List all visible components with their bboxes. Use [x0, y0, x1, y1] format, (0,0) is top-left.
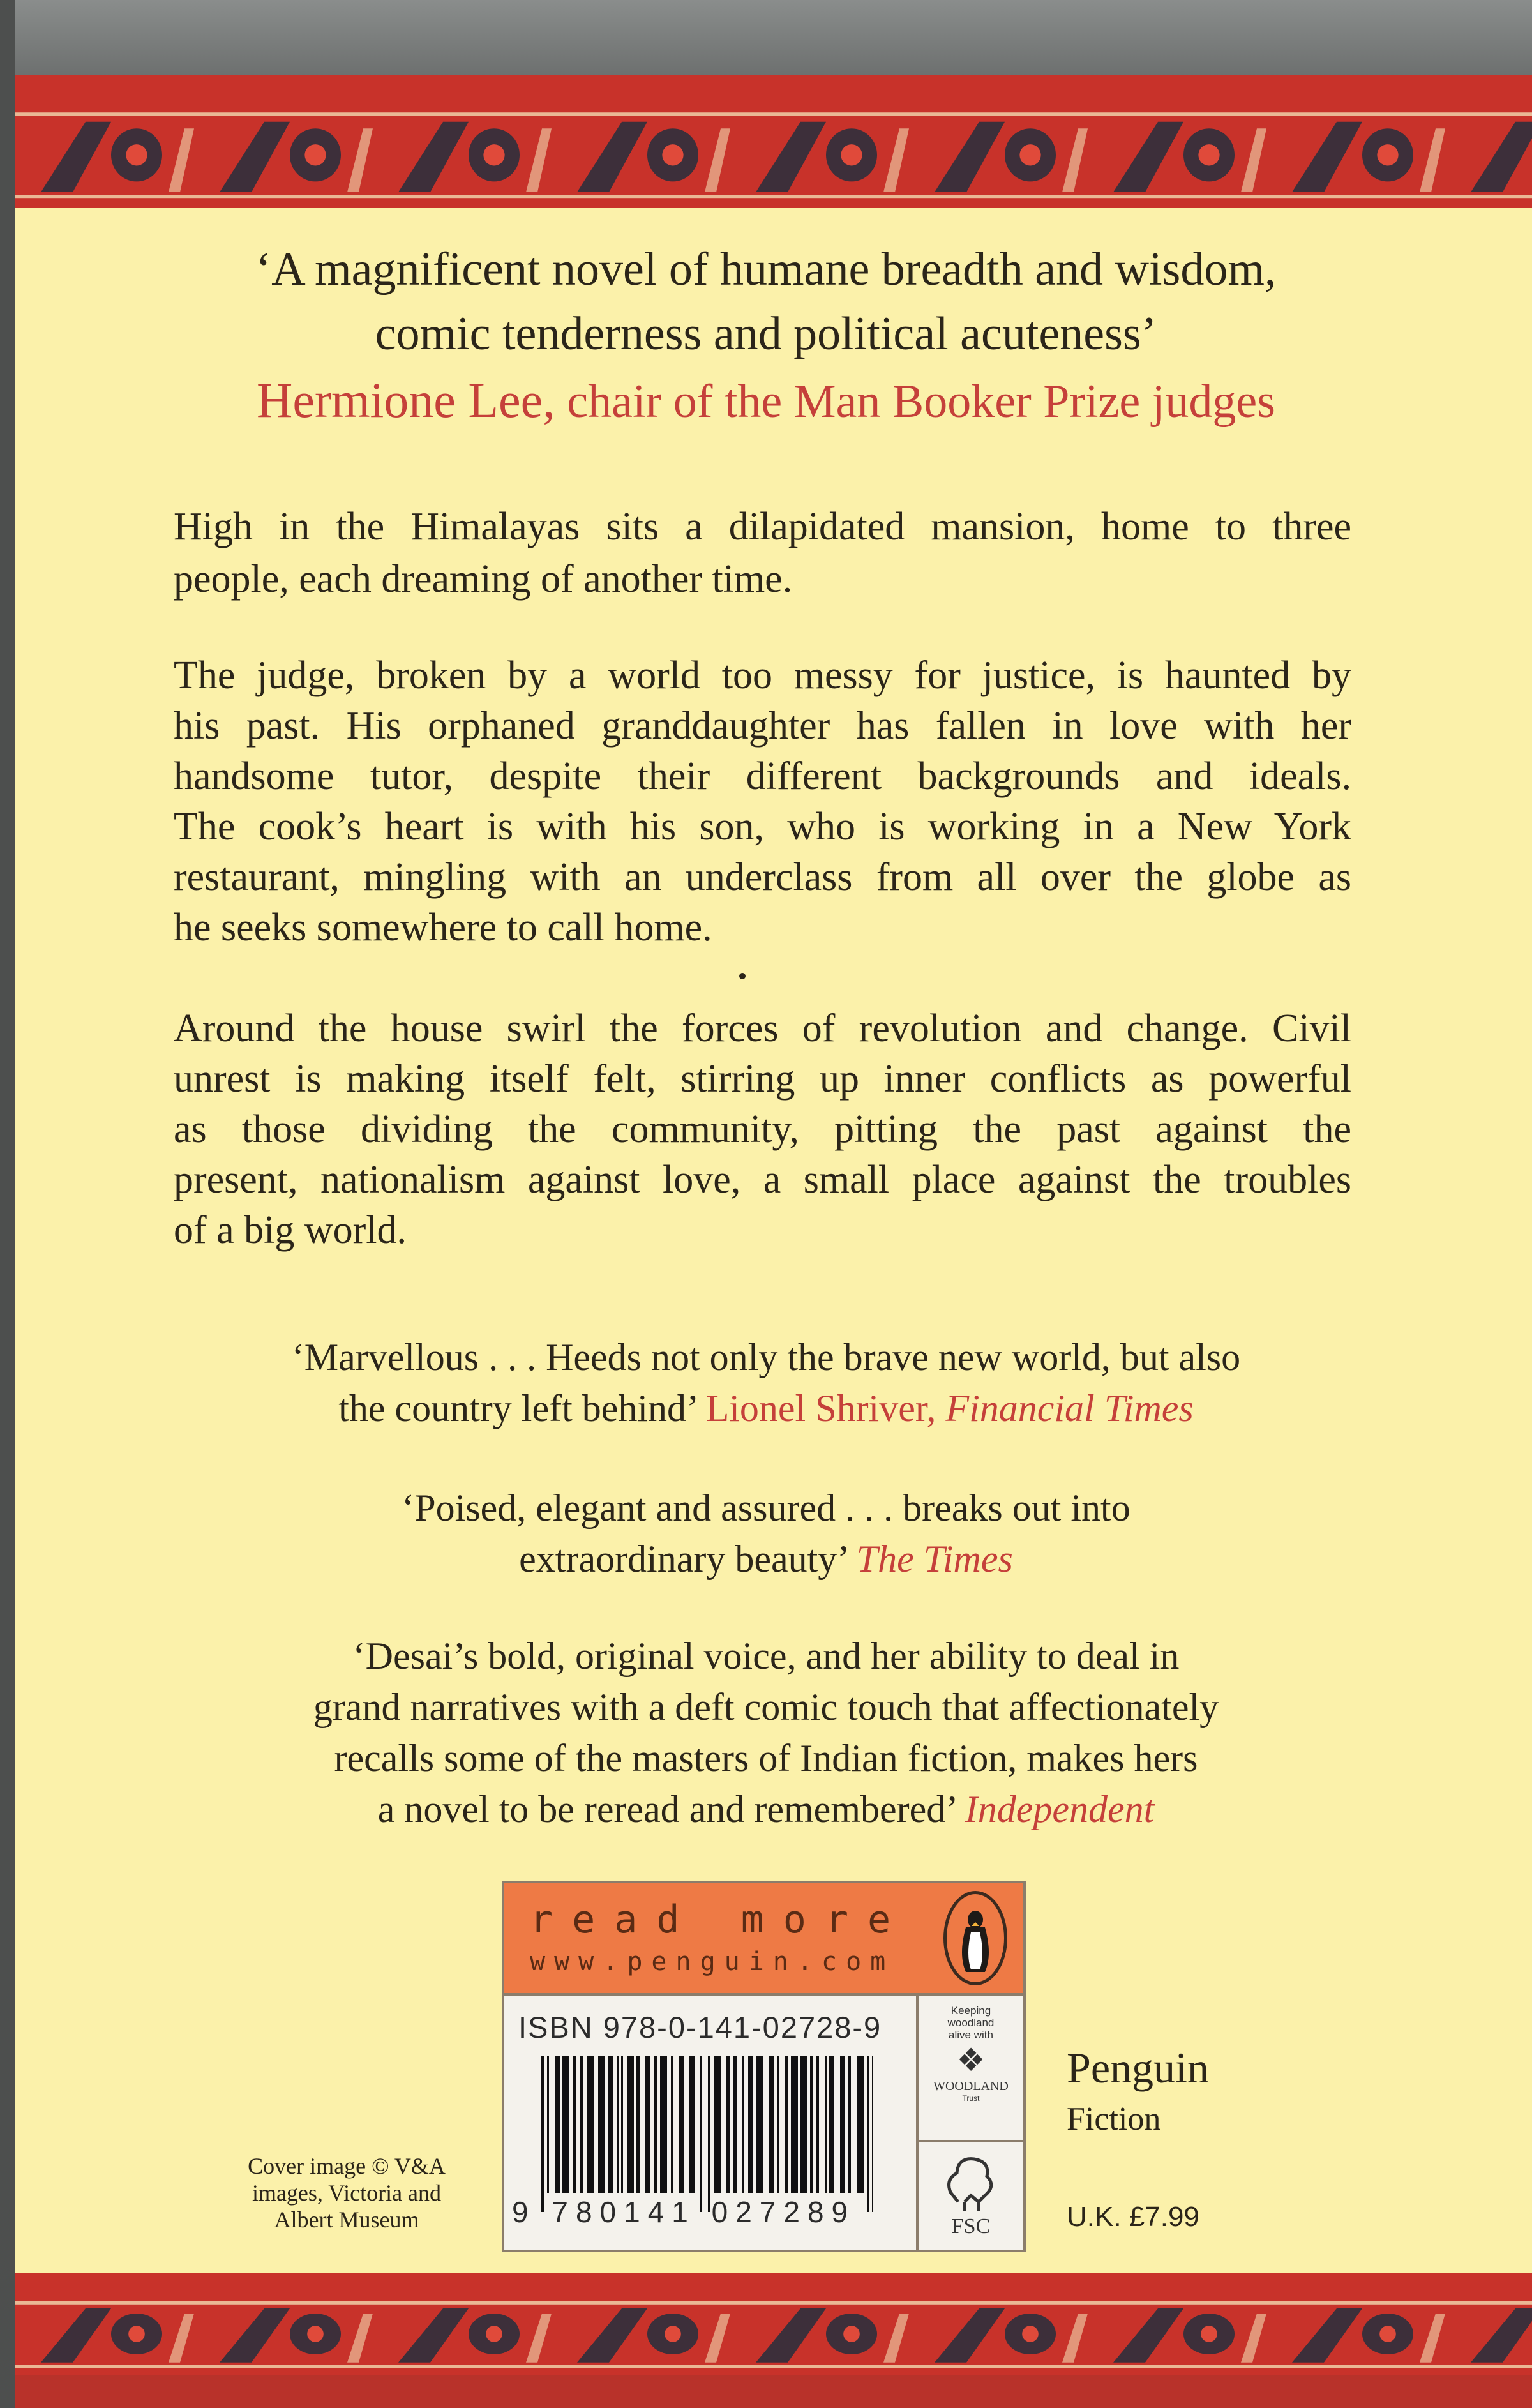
lead-quote-line: ‘A magnificent novel of humane breadth and wisdom, [255, 243, 1277, 296]
barcode-bar [848, 2056, 851, 2193]
blurb-line: handsome tutor, despite their different backgrounds and ideals. [174, 755, 1351, 798]
review-text: the country left behind’ [338, 1387, 706, 1429]
blurb-line: restaurant, mingling with an underclass from all over the globe as [174, 855, 1351, 899]
blurb-line: Around the house swirl the forces of revolution and change. Civil [174, 1007, 1351, 1050]
barcode-bar [791, 2056, 798, 2193]
review-publication: The Times [856, 1538, 1013, 1580]
woodland-caption-line: woodland [947, 2017, 995, 2029]
barcode-bar [840, 2056, 845, 2193]
barcode-bar [636, 2056, 640, 2193]
credit-line: Albert Museum [274, 2207, 419, 2232]
attribution-role: chair of the Man Booker Prize judges [555, 375, 1275, 428]
barcode-bar [810, 2056, 813, 2193]
review-line [0, 1685, 1532, 1729]
blurb-line: present, nationalism against love, a small place against the troubles [174, 1158, 1351, 1201]
barcode-bar [671, 2056, 673, 2193]
review-line [0, 1486, 1532, 1530]
bottom-edge [15, 2375, 1532, 2408]
credit-line: Cover image © V&A [248, 2153, 446, 2179]
blurb-line: his past. His orphaned granddaughter has fallen in love with her [174, 704, 1351, 748]
barcode-bar [708, 2056, 710, 2212]
barcode-bar [562, 2056, 569, 2193]
barcode-bar [617, 2056, 619, 2193]
review-text: ‘Desai’s bold, original voice, and her ability to deal in [352, 1635, 1180, 1677]
barcode-bar [660, 2056, 667, 2193]
lead-quote-attribution [0, 372, 1532, 429]
blurb-line: he seeks somewhere to call home. [174, 906, 712, 949]
read-more-banner [504, 1883, 1023, 1996]
barcode-bar [748, 2056, 753, 2193]
barcode-bar [700, 2056, 702, 2212]
review-text: ‘Poised, elegant and assured . . . breaks out into [402, 1487, 1130, 1529]
barcode-bar [587, 2056, 594, 2193]
barcode-bar [742, 2056, 744, 2193]
credit-line: images, Victoria and [252, 2180, 442, 2206]
barcode-bar [825, 2056, 827, 2193]
barcode-bar [598, 2056, 605, 2193]
barcode-bar [800, 2056, 807, 2193]
barcode-digits: 9 780141 027289 [512, 2195, 856, 2229]
blurb-line: High in the Himalayas sits a dilapidated mansion, home to three [174, 505, 1351, 548]
publisher: Penguin [1067, 2043, 1209, 2092]
barcode-bar [645, 2056, 650, 2193]
review-text: grand narratives with a deft comic touch that affectionately [313, 1686, 1219, 1728]
attribution-name: Hermione Lee, [257, 372, 555, 428]
review-text: extraordinary beauty’ [519, 1538, 857, 1580]
category: Fiction [1067, 2101, 1161, 2137]
review-text: recalls some of the masters of Indian fiction, makes hers [334, 1737, 1198, 1779]
review-line [0, 1736, 1532, 1780]
barcode-bar [573, 2056, 576, 2193]
review-line [0, 1387, 1532, 1431]
woodland-caption-line: alive with [949, 2029, 993, 2041]
barcode-bar [555, 2056, 560, 2193]
barcode-bar [621, 2056, 623, 2193]
book-top-edge [0, 0, 1532, 75]
barcode-bar [769, 2056, 774, 2193]
barcode-bar [777, 2056, 779, 2193]
woodland-caption-line: Keeping [950, 2005, 991, 2017]
barcode-bar [580, 2056, 583, 2193]
barcode-bar [679, 2056, 684, 2193]
cover-credit [219, 2153, 474, 2233]
woodland-caption [919, 1993, 1023, 2041]
barcode-bar [714, 2056, 721, 2193]
penguin-logo-icon [943, 1891, 1007, 1985]
barcode-bar [689, 2056, 695, 2193]
woodland-sub: Trust [962, 2094, 980, 2103]
woodland-logo-text: WOODLAND [933, 2079, 1009, 2093]
top-decorative-border [15, 75, 1532, 208]
fsc-tree-icon [939, 2148, 1003, 2218]
barcode-bar [541, 2056, 544, 2212]
barcode-bar [857, 2056, 864, 2193]
barcode-bar [816, 2056, 819, 2193]
barcode-bar [829, 2056, 834, 2193]
barcode-bar [547, 2056, 549, 2193]
barcode-bar [654, 2056, 657, 2193]
blurb-line: The judge, broken by a world too messy for justice, is haunted by [174, 654, 1351, 697]
barcode-bar [756, 2056, 763, 2193]
separator-dot [739, 973, 746, 979]
blurb-line: people, each dreaming of another time. [174, 557, 793, 601]
review-line [0, 1537, 1532, 1581]
barcode-bar [627, 2056, 634, 2193]
barcode-bar [726, 2056, 730, 2193]
blurb-line: of a big world. [174, 1208, 407, 1252]
review-line [0, 1634, 1532, 1678]
review-publication: Financial Times [945, 1387, 1194, 1429]
barcode-bar [733, 2056, 737, 2193]
price: U.K. £7.99 [1067, 2201, 1199, 2232]
barcode-bar [872, 2056, 873, 2212]
review-line [0, 1787, 1532, 1832]
tree-icon: ❖ [956, 2042, 986, 2078]
blurb-line: as those dividing the community, pitting the past against the [174, 1108, 1351, 1151]
woodland-trust-logo [919, 1993, 1023, 2142]
barcode-bar [867, 2056, 869, 2212]
fsc-label: FSC [951, 2215, 991, 2238]
bottom-decorative-border [15, 2273, 1532, 2375]
barcode-bar [785, 2056, 788, 2193]
isbn: ISBN 978-0-141-02728-9 [518, 2010, 882, 2044]
barcode-box [502, 1881, 1026, 2252]
fsc-logo [919, 2142, 1023, 2251]
review-line [0, 1336, 1532, 1380]
lead-quote-line: comic tenderness and political acuteness’ [375, 308, 1157, 360]
review-source: Lionel Shriver, [705, 1387, 946, 1429]
read-more-text: read more [530, 1897, 910, 1942]
review-text: ‘Marvellous . . . Heeds not only the brave new world, but also [291, 1336, 1241, 1378]
certification-column [916, 1993, 1026, 2250]
review-text: a novel to be reread and remembered’ [377, 1788, 965, 1830]
review-publication: Independent [965, 1788, 1155, 1830]
barcode-bar [608, 2056, 613, 2193]
blurb-line: The cook’s heart is with his son, who is working in a New York [174, 805, 1351, 848]
blurb-line: unrest is making itself felt, stirring up inner conflicts as powerful [174, 1057, 1351, 1101]
barcode [541, 2056, 873, 2215]
penguin-url[interactable]: www.penguin.com [530, 1947, 895, 1976]
